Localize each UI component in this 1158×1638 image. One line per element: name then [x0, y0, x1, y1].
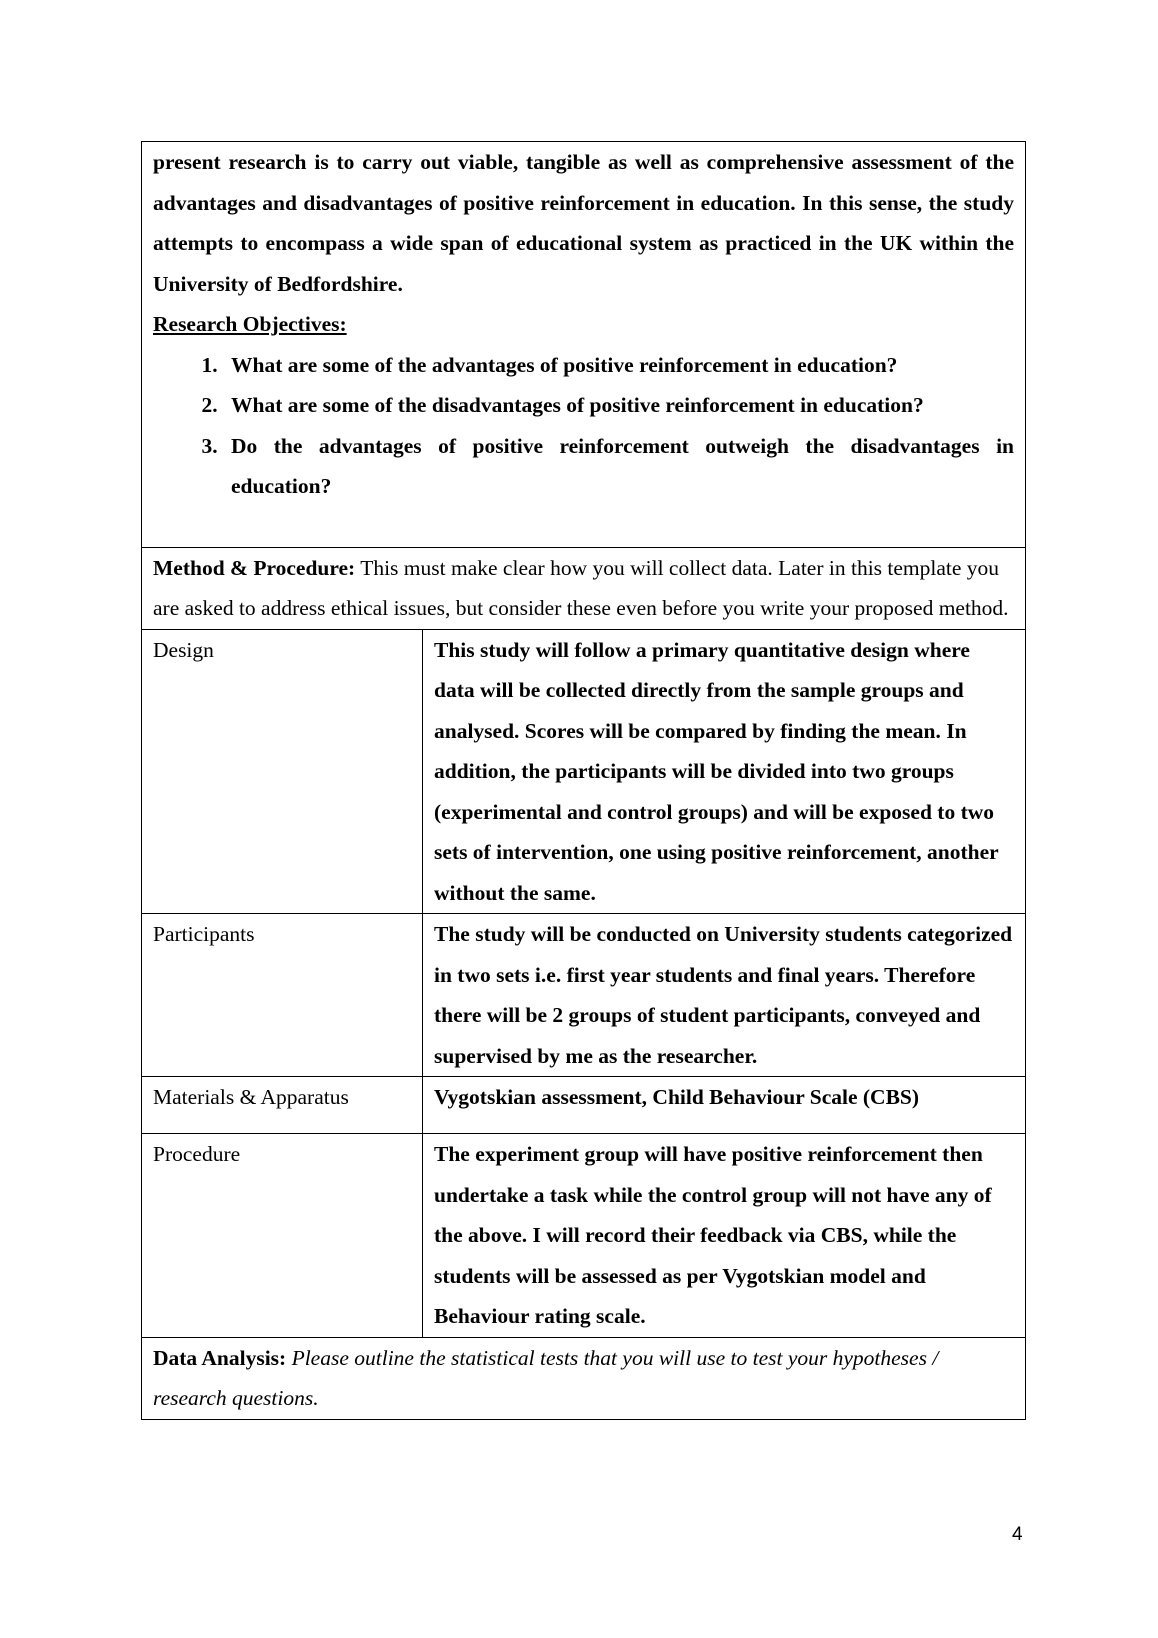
proposal-table [141, 141, 1026, 1420]
intro-cell [142, 142, 1026, 548]
intro-row [142, 142, 1026, 548]
materials-row [142, 1077, 1026, 1134]
row-label: Procedure [142, 1134, 423, 1338]
row-label: Participants [142, 914, 423, 1077]
analysis-cell [142, 1337, 1026, 1419]
method-row [142, 547, 1026, 629]
objective-item: 3. Do the advantages of positive reinforcement outweigh the disadvantages in education? [223, 426, 1014, 507]
design-row [142, 629, 1026, 914]
row-label: Materials & Apparatus [142, 1077, 423, 1134]
page-number: 4 [1012, 1524, 1023, 1545]
objective-item: 1. What are some of the advantages of positive reinforcement in education? [223, 345, 1014, 386]
participants-row [142, 914, 1026, 1077]
row-content: The study will be conducted on University students categorized in two sets i.e. first year students and final years. Therefore there will be 2 groups of student participants, conveyed and supervised by me as the researcher. [423, 914, 1026, 1077]
row-content: Vygotskian assessment, Child Behaviour Scale (CBS) [423, 1077, 1026, 1134]
objectives-list [153, 345, 1014, 507]
proposal-table-container [141, 141, 1025, 1420]
procedure-row [142, 1134, 1026, 1338]
row-content: This study will follow a primary quantitative design where data will be collected directly from the sample groups and analysed. Scores will be compared by finding the mean. In addition, the participants will be divided into two groups (experimental and control groups) and will be exposed to two sets of intervention, one using positive reinforcement, another without the same. [423, 629, 1026, 914]
analysis-row [142, 1337, 1026, 1419]
row-label: Design [142, 629, 423, 914]
analysis-label: Data Analysis: [153, 1345, 287, 1370]
method-label: Method & Procedure: [153, 555, 356, 580]
method-text: This must make clear how you will collect data. Later in this template you are asked to address ethical issues, but consider these even before you write your proposed method. [153, 555, 1009, 620]
row-content: The experiment group will have positive reinforcement then undertake a task while the control group will not have any of the above. I will record their feedback via CBS, while the students will be assessed as per Vygotskian model and Behaviour rating scale. [423, 1134, 1026, 1338]
objective-item: 2. What are some of the disadvantages of positive reinforcement in education? [223, 385, 1014, 426]
objectives-heading: Research Objectives: [153, 312, 347, 336]
analysis-text: Please outline the statistical tests that you will use to test your hypotheses / research questions. [153, 1345, 939, 1410]
method-cell [142, 547, 1026, 629]
intro-paragraph: present research is to carry out viable, tangible as well as comprehensive assessment of the advantages and disadvantages of positive reinforcement in education. In this sense, the study attempts to encompass a wide span of educational system as practiced in the UK within the University of Bedfordshire. [153, 150, 1014, 296]
